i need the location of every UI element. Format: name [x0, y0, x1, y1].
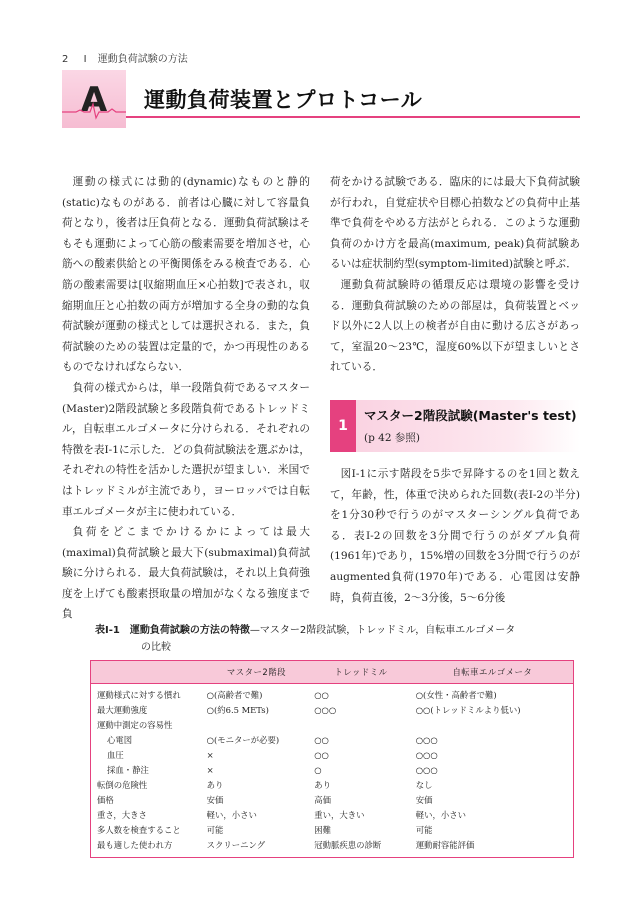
table-row [91, 703, 574, 718]
running-header [62, 50, 188, 65]
row-header: 価格 [97, 795, 114, 805]
paragraph: 運動の様式には動的(dynamic)なものと静的(static)なものがある．前者は心臓に対して容量負荷となり，後者は圧負荷となる．運動負荷試験はそもそも運動によって心筋の酸素需要を増加させ，心筋への酸素供給との平衡関係をみる検査である．心筋の酸素需要は[収縮期血圧×心拍数]で表され，収縮期血圧と心拍数の両方が増加する全身の動的な負荷試験が運動の様式としては選択される．また，負荷試験のための装置は定量的で，かつ再現性のあるものでなければならない． [62, 176, 310, 374]
subsection-number: 1 [330, 400, 356, 452]
table-row [91, 733, 574, 748]
section-heading [62, 70, 580, 130]
table-row [91, 808, 574, 823]
table-cell: 冠動脈疾患の診断 [314, 840, 382, 850]
table-row [91, 778, 574, 793]
row-header: 心電図 [107, 735, 133, 745]
table-cell: ○(高齢者で難) [206, 690, 263, 700]
row-header: 重さ，大きさ [97, 810, 147, 820]
section-title: 運動負荷装置とプロトコール [144, 88, 423, 112]
page-number: 2 [62, 54, 69, 65]
table-caption [95, 622, 565, 656]
table-cell: 可能 [415, 825, 433, 835]
column-header [91, 661, 203, 684]
column-header: トレッドミル [310, 661, 412, 684]
paragraph: 負荷をどこまでかけるかによっては最大(maximal)負荷試験と最大下(submaximal)負荷試験に分けられる．最大負荷試験は，それ以上負荷強度を上げても酸素摂取量の増加がなくなる強度まで負 [62, 526, 310, 621]
table-cell [203, 718, 311, 733]
paragraph: 荷をかける試験である．臨床的には最大下負荷試験が行われ，自覚症状や目標心拍数などの負荷中止基準で負荷をやめる方法がとられる．このような運動負荷のかけ方を最高(maximum, peak)負荷試験あるいは症状制約型(symptom-limited)試験と呼ぶ． [330, 176, 580, 271]
paragraph: 負荷の様式からは，単一段階負荷であるマスター(Master)2階段試験と多段階負荷であるトレッドミル，自転車エルゴメータに分けられる．それぞれの特徴を表I-1に示した．どの負荷試験法を選ぶかは，それぞれの特性を活かした選択が望ましい．米国ではトレッドミルが主流であり，ヨーロッパでは自転車エルゴメータが主に使われている． [62, 381, 310, 518]
table-cell: ○○○ [415, 750, 438, 760]
subsection-heading [330, 400, 580, 452]
table-cell [310, 718, 412, 733]
table-cell: 安価 [206, 795, 224, 805]
table-cell: スクリーニング [206, 840, 266, 850]
table-cell: ○○ [314, 690, 329, 700]
table-cell: ○○○ [415, 735, 438, 745]
section-letter-box [62, 70, 126, 128]
table-cell: 安価 [415, 795, 433, 805]
table-cell: 重い，大きい [314, 810, 365, 820]
table-title-line2: の比較 [141, 642, 171, 653]
table-row [91, 748, 574, 763]
row-header: 転倒の危険性 [97, 780, 148, 790]
table-cell: ○(モニターが必要) [206, 735, 280, 745]
table-cell: 軽い，小さい [206, 810, 257, 820]
row-header: 血圧 [107, 750, 124, 760]
table-cell: ○○(トレッドミルより低い) [415, 705, 521, 715]
table-cell: ○○ [314, 735, 329, 745]
row-header: 採血・静注 [107, 765, 149, 775]
table-cell: ○○○ [415, 765, 438, 775]
table-row [91, 763, 574, 778]
chapter-title: 運動負荷試験の方法 [97, 54, 188, 65]
part-number: I [83, 54, 87, 65]
table-cell: × [206, 750, 214, 760]
table-row [91, 793, 574, 808]
comparison-table [90, 660, 574, 858]
table-cell: ○(約6.5 METs) [206, 705, 269, 715]
table-cell: あり [206, 780, 224, 790]
row-header: 最大運動強度 [97, 705, 148, 715]
column-header: マスター2階段 [203, 661, 311, 684]
row-header: 運動中測定の容易性 [97, 720, 173, 730]
table-cell [412, 718, 574, 733]
table-label: 表I-1 [95, 625, 120, 636]
row-header: 最も適した使われ方 [97, 840, 173, 850]
table-title: 運動負荷試験の方法の特徴 [129, 625, 250, 636]
subsection-reference: (p 42 参照) [364, 431, 420, 444]
table-cell: 運動耐容能評価 [415, 840, 475, 850]
table-row [91, 684, 574, 704]
table-cell: 軽い，小さい [415, 810, 466, 820]
subsection-title: マスター2階段試験(Master's test) [364, 407, 577, 423]
section-rule [126, 116, 580, 118]
left-column [62, 172, 310, 625]
paragraph: 運動負荷試験時の循環反応は環境の影響を受ける．運動負荷試験のための部屋は，負荷装置とベッド以外に2人以上の検者が自由に動ける広さがあって，室温20〜23℃，湿度60%以下が望ましいとされている． [330, 278, 580, 374]
ecg-wave-icon [62, 102, 126, 120]
table-cell: ○(女性・高齢者で難) [415, 690, 497, 700]
section-letter: A [80, 80, 108, 120]
table-cell: 困難 [314, 825, 331, 835]
table-title-rest: —マスター2階段試験，トレッドミル，自転車エルゴメータ [249, 625, 516, 636]
table-cell: なし [415, 780, 433, 790]
subsection-band [356, 400, 580, 452]
table-cell: 高価 [314, 795, 331, 805]
table-header-row [91, 661, 574, 684]
table-row [91, 823, 574, 838]
column-header: 自転車エルゴメータ [412, 661, 574, 684]
table-cell: × [206, 765, 214, 775]
table-row [91, 838, 574, 858]
paragraph: 図I-1に示す階段を5歩で昇降するのを1回と数えて，年齢，性，体重で決められた回数(表I-2の半分)を1分30秒で行うのがマスターシングル負荷である．表I-2の回数を3分間で行うのがダブル負荷(1961年)であり，15%増の回数を3分間で行うのがaugmented負荷(1970年)である．心電図は安静時，負荷直後，2〜3分後，5〜6分後 [330, 467, 580, 604]
row-header: 運動様式に対する慣れ [97, 690, 181, 700]
table-cell: 可能 [206, 825, 224, 835]
table-cell: ○○ [314, 750, 329, 760]
right-column [330, 172, 580, 608]
table-cell: あり [314, 780, 331, 790]
table-row [91, 718, 574, 733]
table-cell: ○○○ [314, 705, 337, 715]
table-cell: ○ [314, 765, 322, 775]
row-header: 多人数を検査すること [97, 825, 181, 835]
